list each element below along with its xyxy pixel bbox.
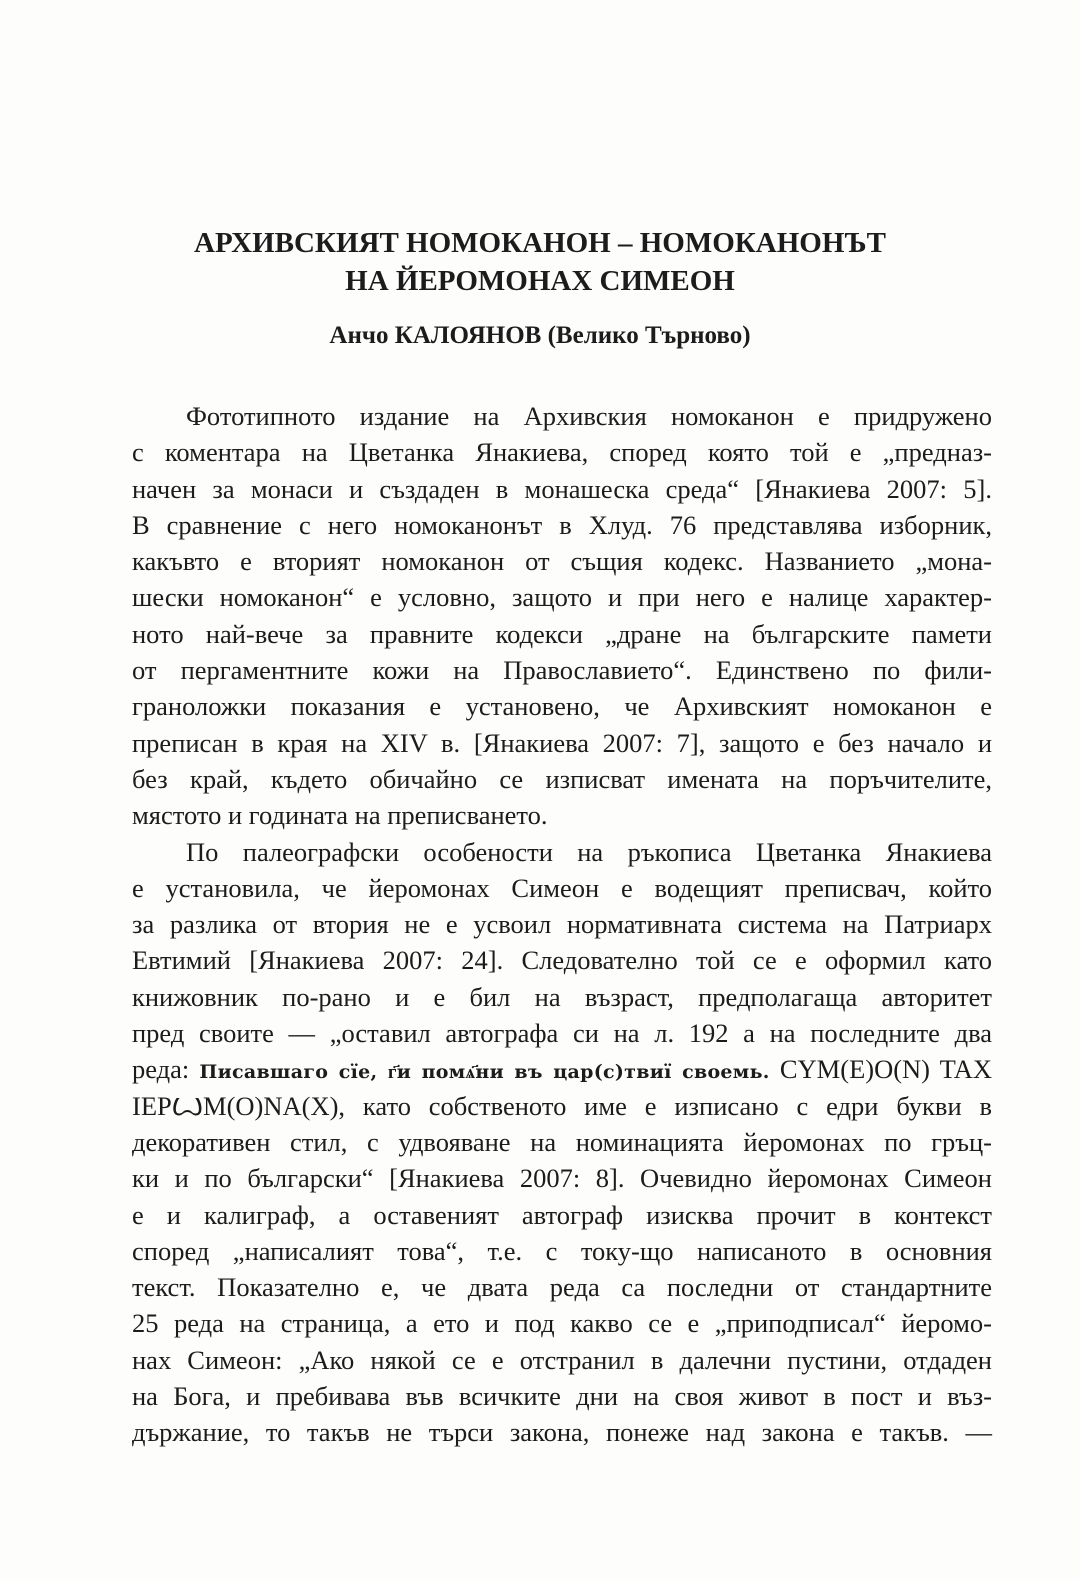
body-line: книжовник по-рано и е бил на възраст, предполагаща авторитет [132, 981, 992, 1012]
body-line: какъвто е вторият номоканон от същия кодекс. Названието „мона- [132, 546, 992, 577]
body-line: на Бога, и пребивава във всичките дни на своя живот в пост и въз- [132, 1381, 992, 1412]
body-line: от пергаментните кожи на Православието“. Единствено по фили- [132, 655, 992, 686]
body-line: ки и по български“ [Янакиева 2007: 8]. Очевидно йеромонах Симеон [132, 1163, 992, 1194]
line-suffix: CYM(E)O(N) TAX [769, 1054, 993, 1085]
body-line: В сравнение с него номоканонът в Хлуд. 76 представлява изборник, [132, 509, 992, 540]
line-prefix: реда: [132, 1054, 200, 1085]
body-line: Евтимий [Янакиева 2007: 24]. Следователно той се е оформил като [132, 945, 992, 976]
article-title [140, 224, 940, 300]
body-line: Фототипното издание на Архивския номоканон е придружено [186, 401, 992, 431]
article-body [132, 398, 992, 1451]
body-line: шески номоканон“ е условно, защото и при него е налице характер- [132, 582, 992, 613]
body-line: нах Симеон: „Ако някой се е отстранил в далечни пустини, отдаден [132, 1344, 992, 1375]
body-line: ното най-вече за правните кодекси „дране на българските памети [132, 618, 992, 649]
body-line: начен за монаси и създаден в монашеска среда“ [Янакиева 2007: 5]. [132, 473, 992, 504]
body-line: пред своите — „оставил автографа си на л. 192 а на последните два [132, 1018, 992, 1049]
body-line: граноложки показания е установено, че Архивският номоканон е [132, 691, 992, 722]
article-author: Анчо КАЛОЯНОВ (Велико Търново) [329, 322, 751, 349]
body-line: 25 реда на страница, а ето и под какво се е „приподписал“ йеромо- [132, 1308, 992, 1339]
article-title-line-2: НА ЙЕРОМОНАХ СИМЕОН [345, 265, 735, 297]
body-line: държание, то такъв не търси закона, понеже над закона е такъв. — [132, 1417, 992, 1448]
body-line: текст. Показателно е, че двата реда са последни от стандартните [132, 1272, 992, 1303]
body-line: По палеографски особености на ръкописа Цветанка Янакиева [186, 836, 992, 867]
body-line: мястото и годината на преписването. [132, 800, 548, 831]
article-title-line-1: АРХИВСКИЯТ НОМОКАНОН – НОМОКАНОНЪТ [194, 227, 886, 259]
old-slavonic-quote: Писавшаго сїе, г҃и помѧ҃ни въ цар(с)твиї своемь. [199, 1061, 770, 1084]
body-line: е и калиграф, а оставеният автограф изисква прочит в контекст [132, 1199, 992, 1230]
body-line: декоративен стил, с удвояване на номинацията йеромонах по гръц- [132, 1126, 992, 1157]
body-line: е установила, че йеромонах Симеон е водещият преписвач, който [132, 872, 992, 903]
body-line: според „написалият това“, т.е. с току-що написаното в основния [132, 1235, 992, 1266]
body-line-with-old-slavonic [132, 1051, 992, 1087]
body-line: IEPꙌM(O)NA(X), като собственото име е изписано с едри букви в [132, 1090, 992, 1121]
body-line: преписан в края на XIV в. [Янакиева 2007: 7], защото е без начало и [132, 727, 992, 758]
body-line: без край, където обичайно се изписват имената на поръчителите, [132, 763, 992, 794]
body-line: за разлика от втория не е усвоил нормативната система на Патриарх [132, 909, 992, 940]
body-line: с коментара на Цветанка Янакиева, според която той е „предназ- [132, 437, 992, 468]
